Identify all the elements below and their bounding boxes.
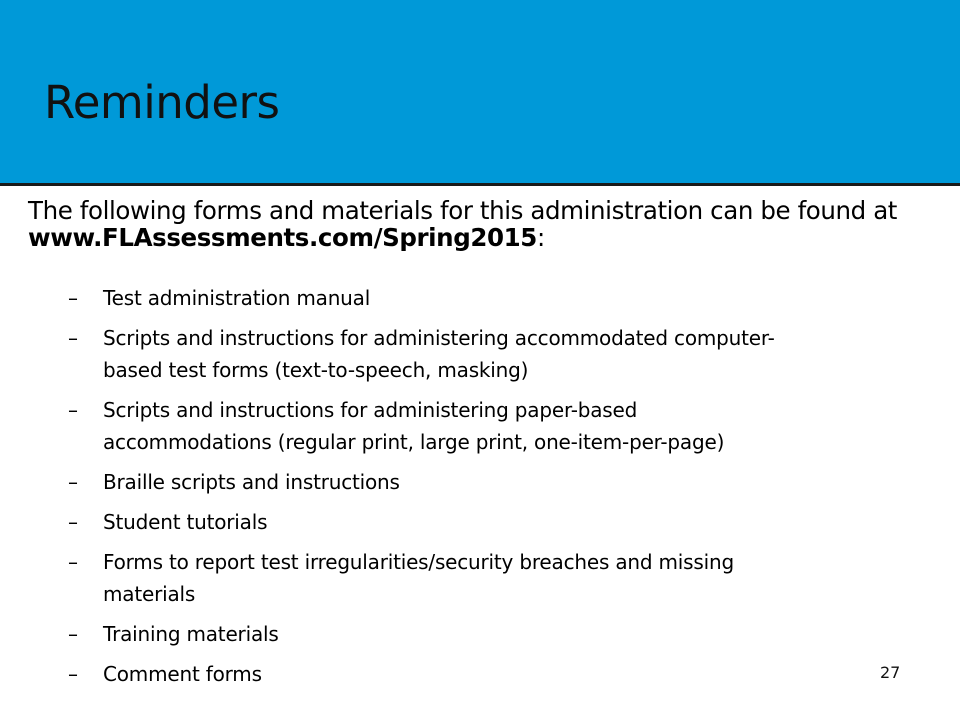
list-item-text: Student tutorials [103, 510, 268, 534]
list-item [0, 618, 900, 650]
intro-suffix: : [536, 223, 545, 252]
list-item [0, 282, 900, 314]
bullet-dash: – [68, 662, 78, 686]
list-item [0, 394, 900, 458]
list-item [0, 466, 900, 498]
list-item-text: materials [103, 582, 196, 606]
list-item [0, 506, 900, 538]
intro-paragraph [28, 197, 943, 251]
materials-url: www.FLAssessments.com/Spring2015 [28, 223, 537, 252]
list-item-text: accommodations (regular print, large print, one-item-per-page) [103, 430, 725, 454]
list-item-text: based test forms (text-to-speech, masking) [103, 358, 529, 382]
bullet-dash: – [68, 550, 78, 574]
materials-list [0, 282, 900, 698]
intro-text: The following forms and materials for this administration can be found at [28, 196, 898, 225]
list-item-text: Braille scripts and instructions [103, 470, 400, 494]
bullet-dash: – [68, 398, 78, 422]
list-item [0, 658, 900, 690]
list-item-text: Scripts and instructions for administering paper-based [103, 398, 638, 422]
list-item-text: Comment forms [103, 662, 262, 686]
list-item [0, 546, 900, 610]
list-item-text: Forms to report test irregularities/security breaches and missing [103, 550, 734, 574]
bullet-dash: – [68, 286, 78, 310]
list-item-text: Test administration manual [103, 286, 371, 310]
list-item-text: Scripts and instructions for administering accommodated computer- [103, 326, 775, 350]
page-number: 27 [880, 663, 901, 682]
title-divider [0, 183, 960, 186]
bullet-dash: – [68, 470, 78, 494]
bullet-dash: – [68, 622, 78, 646]
list-item-text: Training materials [103, 622, 279, 646]
bullet-dash: – [68, 510, 78, 534]
bullet-dash: – [68, 326, 78, 350]
list-item [0, 322, 900, 386]
slide-title: Reminders [44, 76, 280, 129]
